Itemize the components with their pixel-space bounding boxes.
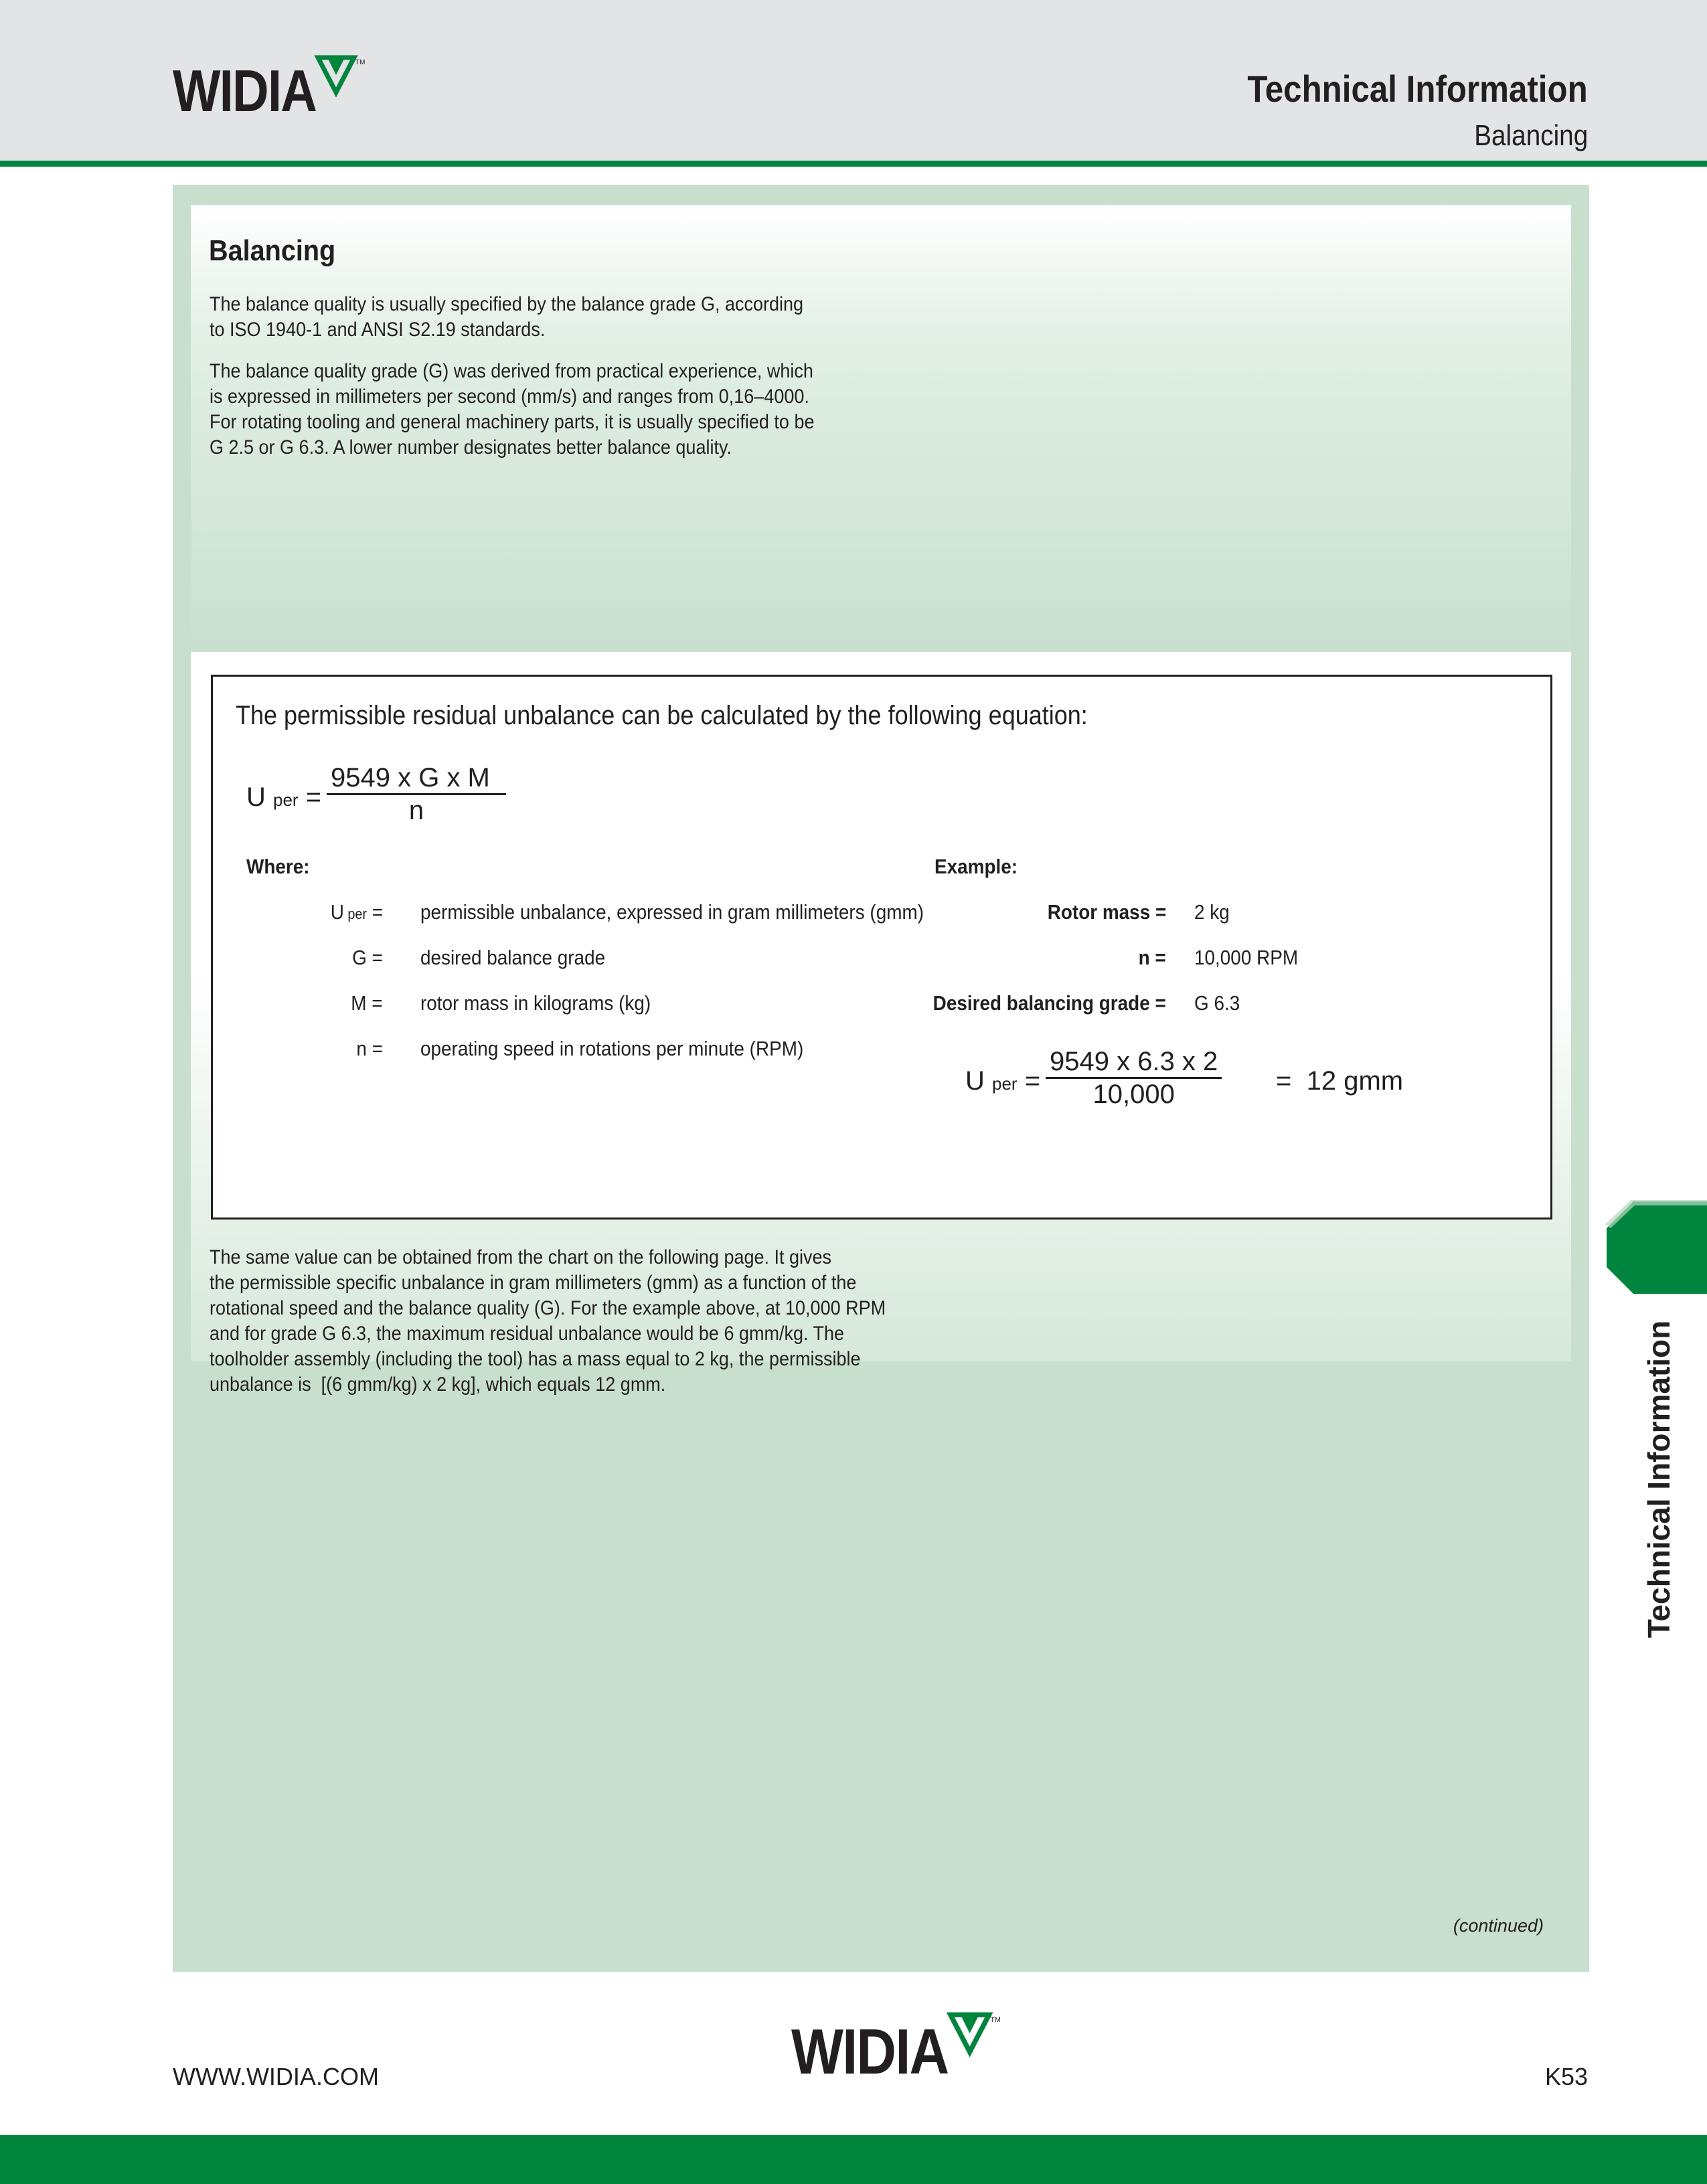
example-item-value: G 6.3 xyxy=(1194,991,1240,1015)
footer-bar xyxy=(0,2135,1707,2184)
paragraph-line: to ISO 1940-1 and ANSI S2.19 standards. xyxy=(210,319,546,341)
paragraph-line: rotational speed and the balance quality (G). For the example above, at 10,000 RPM xyxy=(210,1297,886,1319)
formula-numerator: 9549 x 6.3 x 2 xyxy=(1046,1046,1222,1079)
formula-symbol: U xyxy=(965,1066,985,1096)
side-tab-marker xyxy=(1605,1200,1707,1304)
where-description: operating speed in rotations per minute (RPM) xyxy=(420,1037,804,1060)
widia-triangle-icon xyxy=(949,2012,999,2056)
paragraph-line: and for grade G 6.3, the maximum residual unbalance would be 6 gmm/kg. The xyxy=(210,1323,845,1345)
logo-text: WIDIA xyxy=(791,2016,949,2088)
side-tab-label[interactable]: Technical Information xyxy=(1641,1320,1676,1639)
page-number: K53 xyxy=(1544,2063,1588,2090)
calculation-area xyxy=(191,652,1571,1396)
widia-logo xyxy=(173,58,365,124)
formula-denominator: n xyxy=(408,796,424,825)
where-description: rotor mass in kilograms (kg) xyxy=(420,991,651,1015)
example-item-value: 10,000 RPM xyxy=(1194,946,1299,969)
where-symbol: M = xyxy=(351,991,383,1015)
header-subtitle: Balancing xyxy=(1473,119,1588,152)
example-item-label: Rotor mass = xyxy=(1047,900,1166,924)
content-panel xyxy=(173,185,1589,1972)
paragraph-line: unbalance is [(6 gmm/kg) x 2 kg], which equals 12 gmm. xyxy=(210,1373,666,1396)
note-paragraph xyxy=(210,1245,886,1398)
paragraph-line: the permissible specific unbalance in gram millimeters (gmm) as a function of the xyxy=(210,1272,857,1294)
formula-fraction xyxy=(327,762,506,826)
formula-subscript: per xyxy=(273,790,299,810)
svg-text:TM: TM xyxy=(990,2015,1001,2024)
logo-text: WIDIA xyxy=(173,58,317,124)
section-title: Balancing xyxy=(209,234,336,267)
footer-url[interactable]: WWW.WIDIA.COM xyxy=(173,2063,379,2090)
example-formula-fraction xyxy=(1046,1046,1222,1110)
paragraph-line: For rotating tooling and general machinery parts, it is usually specified to be xyxy=(210,411,815,433)
formula-symbol: U xyxy=(246,782,266,812)
svg-text:TM: TM xyxy=(355,59,365,66)
example-item-label: Desired balancing grade = xyxy=(932,991,1166,1015)
example-item-label: n = xyxy=(1138,946,1166,969)
formula-equals: = xyxy=(305,782,322,812)
header-rule xyxy=(0,161,1707,167)
intro-card xyxy=(191,205,1571,653)
where-label: Where: xyxy=(246,855,310,878)
formula-numerator: 9549 x G x M xyxy=(327,762,506,795)
example-formula-result: = 12 gmm xyxy=(1276,1066,1404,1096)
paragraph-line: The balance quality is usually specified by the balance grade G, according xyxy=(210,293,804,315)
continued-note: (continued) xyxy=(1453,1916,1544,1936)
where-description: permissible unbalance, expressed in gram millimeters (gmm) xyxy=(420,900,924,924)
example-item-value: 2 kg xyxy=(1194,900,1230,924)
widia-triangle-icon xyxy=(317,55,363,96)
formula-denominator: 10,000 xyxy=(1092,1080,1175,1109)
header-title: Technical Information xyxy=(1247,68,1588,110)
where-symbol: G = xyxy=(352,946,383,969)
paragraph-line: G 2.5 or G 6.3. A lower number designates better balance quality. xyxy=(210,436,732,458)
example-label: Example: xyxy=(934,855,1018,878)
intro-paragraph-1 xyxy=(210,292,803,343)
intro-paragraph-2 xyxy=(210,359,814,460)
where-symbol: U per = xyxy=(330,900,383,924)
paragraph-line: toolholder assembly (including the tool) has a mass equal to 2 kg, the permissible xyxy=(210,1348,861,1370)
formula-subscript: per xyxy=(992,1074,1018,1094)
paragraph-line: The same value can be obtained from the chart on the following page. It gives xyxy=(210,1246,832,1268)
example-formula-lhs xyxy=(965,1066,1040,1096)
formula-equals: = xyxy=(1024,1066,1041,1096)
where-symbol: n = xyxy=(356,1037,383,1060)
equation-box xyxy=(211,675,1552,1220)
equation-heading: The permissible residual unbalance can be calculated by the following equation: xyxy=(236,701,1088,730)
paragraph-line: The balance quality grade (G) was derived from practical experience, which xyxy=(210,360,813,382)
footer-widia-logo xyxy=(791,2015,1001,2088)
where-description: desired balance grade xyxy=(420,946,606,969)
paragraph-line: is expressed in millimeters per second (mm/s) and ranges from 0,16–4000. xyxy=(210,386,809,408)
formula-lhs xyxy=(246,782,321,813)
